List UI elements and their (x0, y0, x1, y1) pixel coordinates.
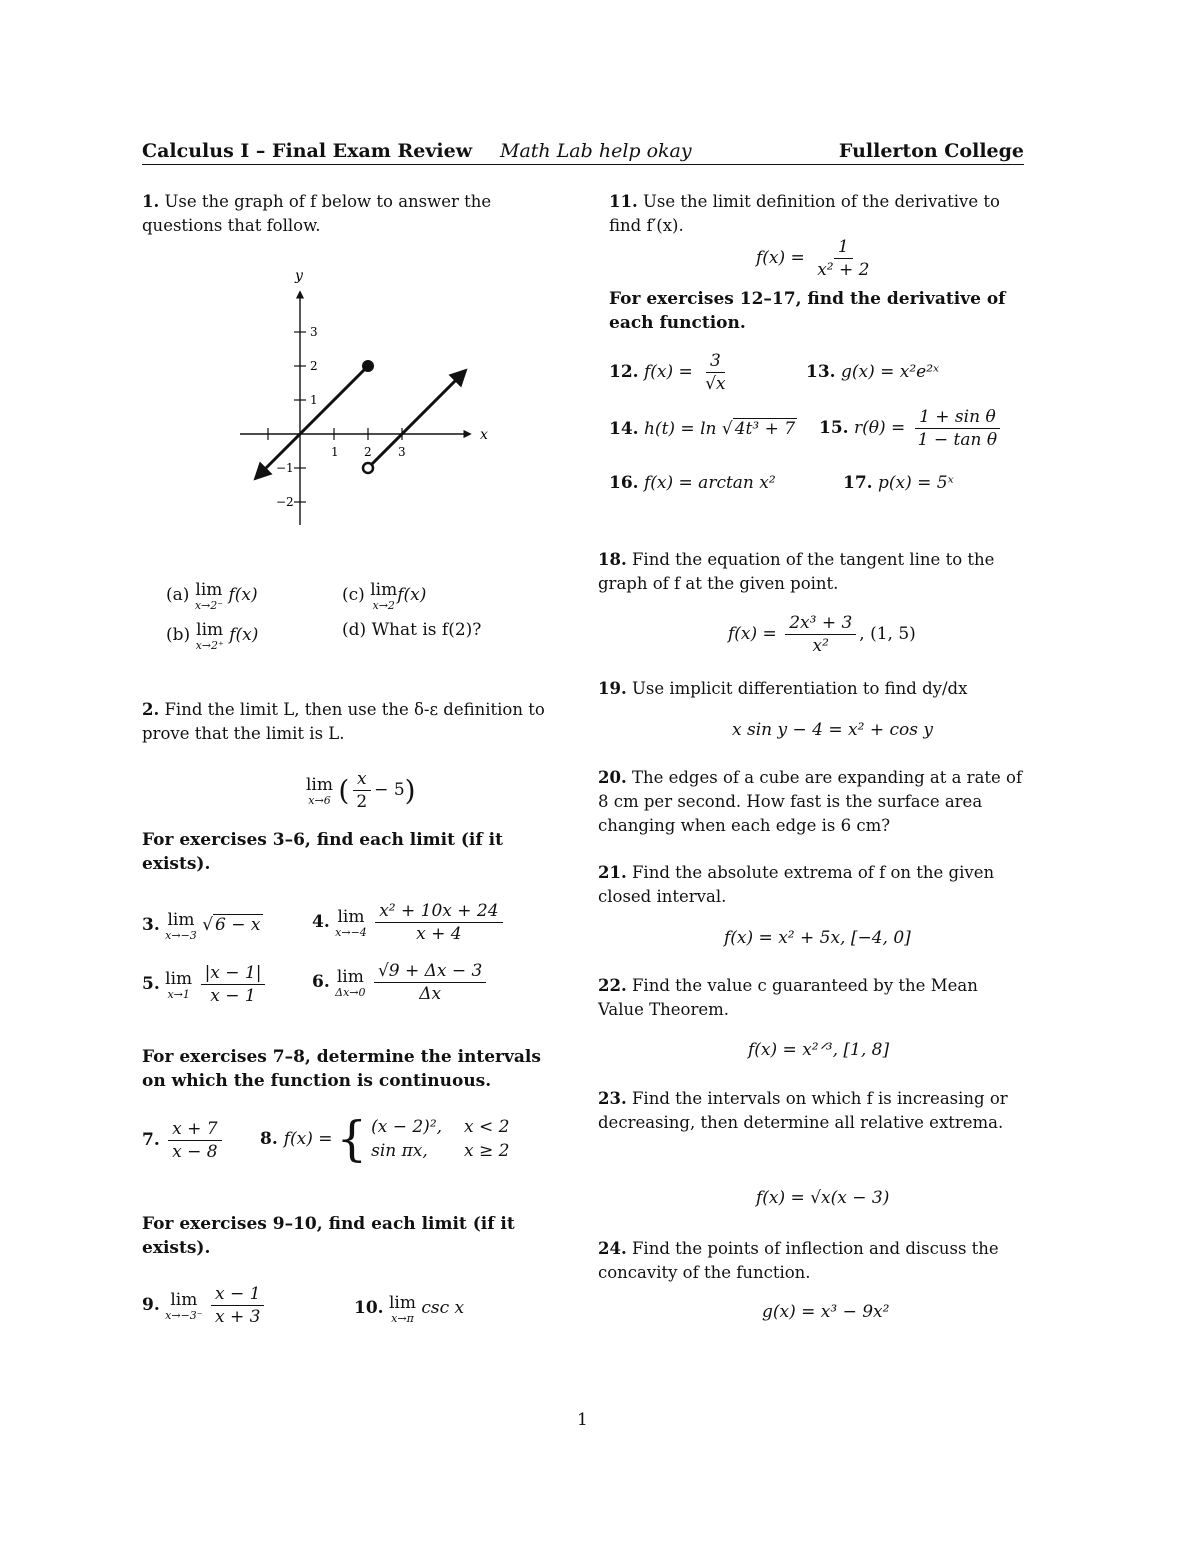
problem-11-expression: f(x) = $\frac{1}{\text{x² + 2}}$ (756, 237, 870, 280)
x-tick-label: 3 (398, 445, 406, 459)
problem-22: 22. Find the value c guaranteed by the Mean Value Theorem. (598, 976, 978, 1019)
problem-1d: (d) What is f(2)? (342, 620, 482, 640)
problem-13: 13. g(x) = x²e²ˣ (806, 362, 940, 382)
problem-21: 21. Find the absolute extrema of f on the given closed interval. (598, 863, 995, 906)
problem-15: 15. r(θ) = $\frac{\text{1 + sin θ}}{\text{1 − tan θ}}$ (819, 406, 1004, 451)
problem-22-expression: f(x) = x²ᐟ³, [1, 8] (748, 1040, 890, 1060)
problem-3: 3. lim x→−3 √ 6 − x (142, 910, 261, 942)
problem-18-expression: f(x) = $\frac{\text{2x³ + 3}}{\text{x²}}$ , (1, 5) (728, 613, 916, 656)
problem-24-expression: g(x) = x³ − 9x² (762, 1302, 890, 1322)
y-tick-label: 3 (310, 325, 318, 339)
y-tick-label: −1 (276, 461, 294, 475)
y-tick-label: 2 (310, 359, 318, 373)
problem-24: 24. Find the points of inflection and discuss the concavity of the function. (598, 1239, 999, 1282)
problem-text: Find the limit L, then use the δ-ε definition to prove that the limit is L. (142, 700, 545, 743)
problem-10: 10. lim x→π csc x (354, 1293, 465, 1325)
y-axis-label: y (295, 268, 303, 284)
problem-7: 7. $\frac{x + 7}{x - 8}$ (142, 1118, 225, 1163)
problem-5: 5. lim x→1 $\frac{|x - 1|}{x - 1}$ (142, 962, 268, 1007)
header-title: Calculus I – Final Exam Review (142, 140, 473, 162)
graph-right-segment (368, 371, 465, 468)
header-subtitle: Math Lab help okay (500, 140, 692, 162)
problem-21-expression: f(x) = x² + 5x, [−4, 0] (724, 928, 911, 948)
problem-16: 16. f(x) = arctan x² (609, 473, 776, 493)
problem-9: 9. lim x→−3⁻ $\frac{x - 1}{x + 3}$ (142, 1283, 267, 1328)
graph-left-segment (256, 366, 368, 478)
problem-number: 2. (142, 700, 160, 719)
closed-point (362, 360, 374, 372)
header-rule (142, 164, 1024, 165)
y-tick-label: −2 (276, 495, 294, 509)
section-heading-12-17: For exercises 12–17, find the derivative of each function. (609, 289, 1006, 333)
problem-8: 8. f(x) = { (x − 2)², x < 2 sin πx, x ≥ 2 (260, 1111, 510, 1167)
problem-2 (142, 698, 557, 746)
x-tick-label: 1 (331, 445, 339, 459)
problem-14: 14. h(t) = ln √ 4t³ + 7 (609, 419, 796, 439)
problem-2-expression: lim x→6 ( $\frac{x}{2}$ − 5) (306, 769, 416, 812)
problem-number: 1. (142, 192, 160, 211)
problem-4: 4. lim x→−4 $\frac{\text{x² + 10x + 24}}{x + 4}$ (312, 900, 506, 945)
page-number: 1 (577, 1410, 588, 1430)
x-axis-label: x (480, 427, 488, 443)
problem-6: 6. lim Δx→0 $\frac{√9 + \Delta x - 3}{\Delta x}$ (312, 960, 489, 1005)
problem-19-expression: x sin y − 4 = x² + cos y (732, 720, 933, 740)
section-heading-3-6: For exercises 3–6, find each limit (if it exists). (142, 830, 503, 874)
x-tick-label: 2 (364, 445, 372, 459)
problem-23: 23. Find the intervals on which f is increasing or decreasing, then determine all relative extrema. (598, 1089, 1008, 1132)
problem-11: 11. Use the limit definition of the derivative to find f′(x). (609, 192, 1000, 235)
function-graph (230, 260, 490, 535)
problem-1 (142, 190, 557, 238)
problem-19: 19. Use implicit differentiation to find dy/dx (598, 679, 968, 698)
problem-12: 12. f(x) = $\frac{3}{√x}$ (609, 351, 726, 394)
problem-20: 20. The edges of a cube are expanding at a rate of 8 cm per second. How fast is the surface area changing when each edge is 6 cm? (598, 768, 1023, 835)
header-college: Fullerton College (838, 140, 1024, 162)
section-heading-9-10: For exercises 9–10, find each limit (if it exists). (142, 1214, 515, 1258)
problem-17: 17. p(x) = 5ˣ (843, 473, 954, 493)
problem-1b: (b) lim x→2⁺ f(x) (166, 620, 259, 652)
problem-23-expression: f(x) = √x(x − 3) (756, 1188, 890, 1208)
y-tick-label: 1 (310, 393, 318, 407)
problem-1a: (a) lim x→2⁻ f(x) (166, 580, 258, 612)
section-heading-7-8: For exercises 7–8, determine the intervals on which the function is continuous. (142, 1047, 541, 1091)
open-point (363, 463, 373, 473)
problem-1c: (c) lim x→2 f(x) (342, 580, 427, 612)
problem-18: 18. Find the equation of the tangent line to the graph of f at the given point. (598, 550, 995, 593)
problem-text: Use the graph of f below to answer the questions that follow. (142, 192, 492, 235)
